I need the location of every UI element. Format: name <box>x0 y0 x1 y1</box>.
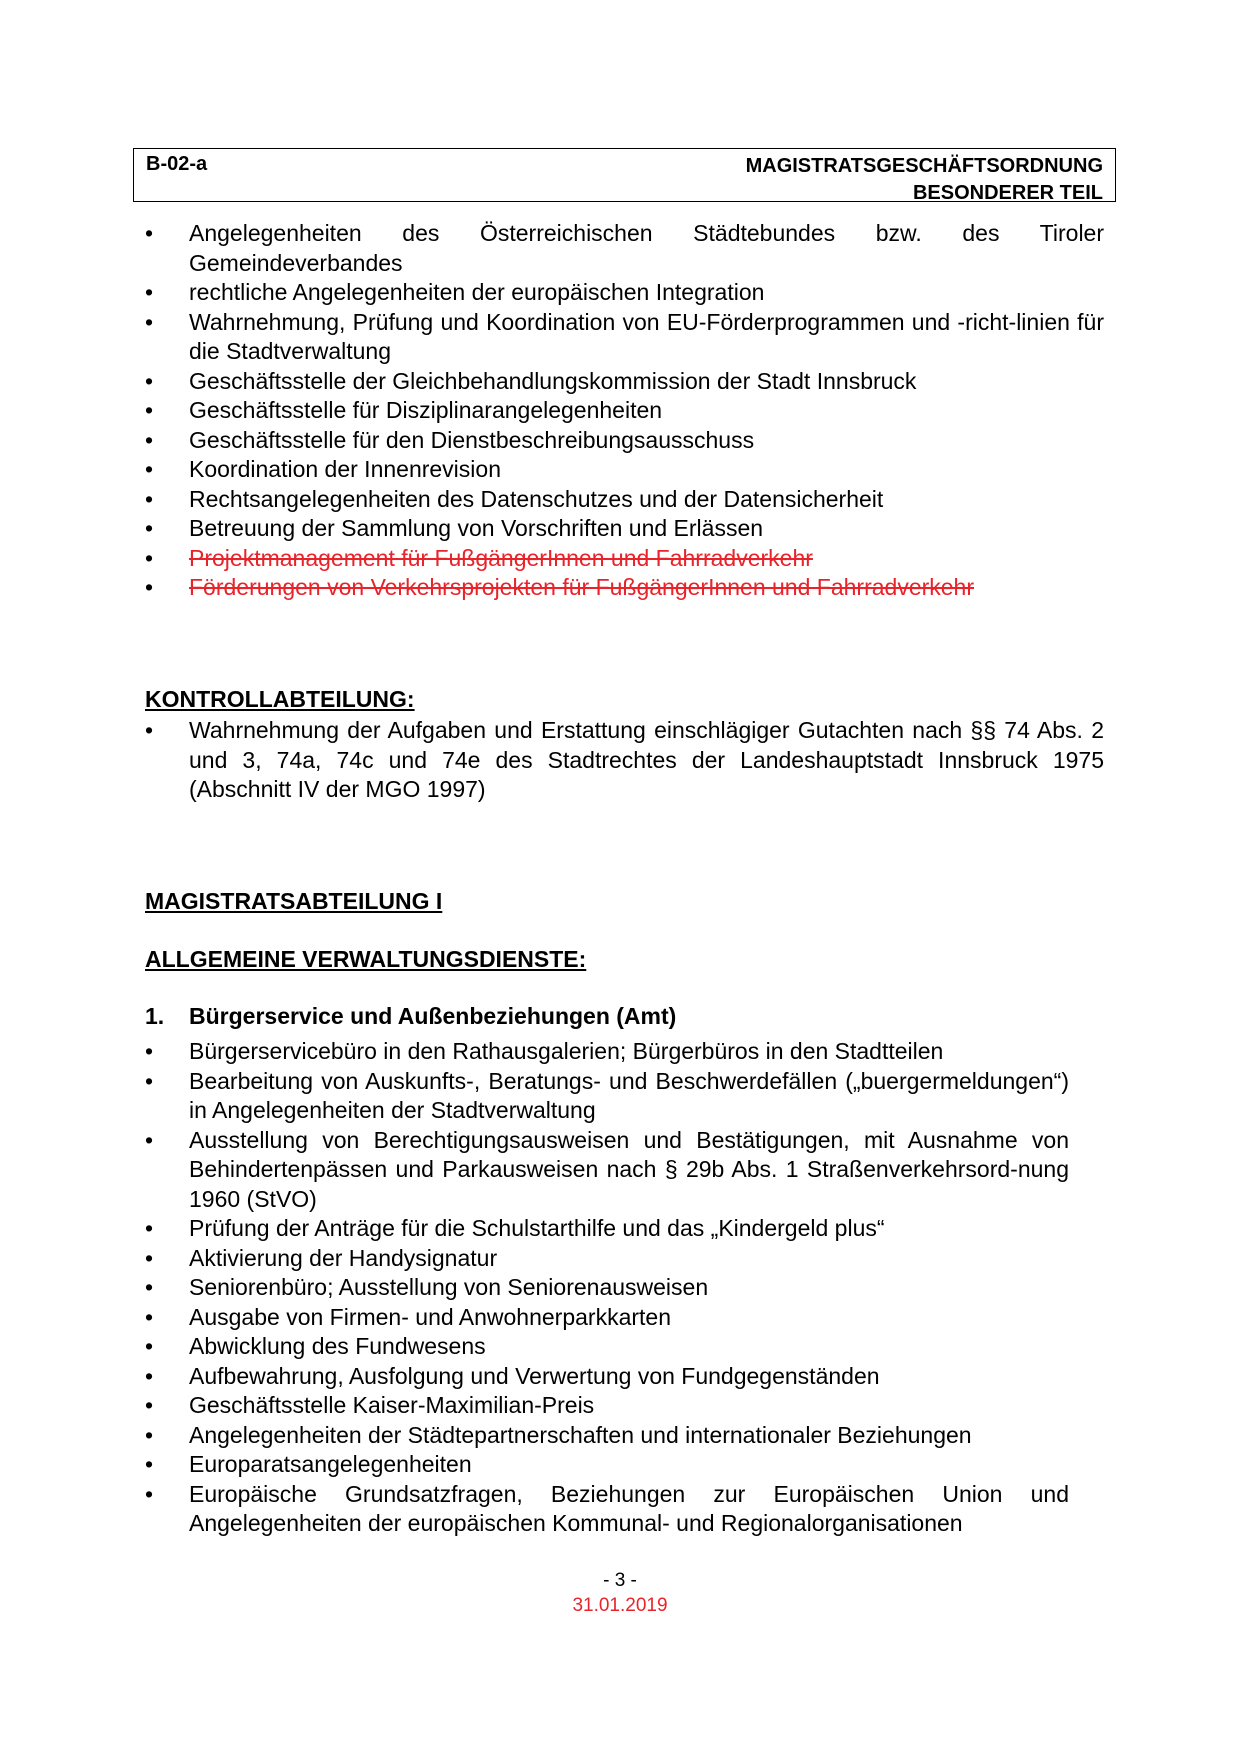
list-item: • Ausstellung von Berechtigungsausweisen und Bestätigungen, mit Ausnahme von Behindertenpässen und Parkausweisen nach § 29b Abs. 1 Straßenverkehrsord-nung 1960 (StVO) <box>145 1126 1069 1215</box>
magistratsabteilung-heading: MAGISTRATSABTEILUNG I <box>145 888 443 914</box>
list-item: • Aktivierung der Handysignatur <box>145 1244 1069 1274</box>
list-item: • rechtliche Angelegenheiten der europäischen Integration <box>145 278 1104 308</box>
document-code: B-02-a <box>146 153 208 175</box>
list-item: • Geschäftsstelle Kaiser-Maximilian-Preis <box>145 1391 1069 1421</box>
list-item: • Abwicklung des Fundwesens <box>145 1332 1069 1362</box>
document-title <box>746 153 1103 207</box>
list-item: • Betreuung der Sammlung von Vorschriften und Erlässen <box>145 514 1104 544</box>
kontrollabteilung-heading: KONTROLLABTEILUNG: <box>145 686 415 712</box>
list-item: • Ausgabe von Firmen- und Anwohnerparkkarten <box>145 1303 1069 1333</box>
list-item: • Europaratsangelegenheiten <box>145 1450 1069 1480</box>
document-date: 31.01.2019 <box>572 1595 668 1616</box>
section-1-number: 1. <box>145 1003 165 1029</box>
list-item: • Geschäftsstelle für Disziplinarangelegenheiten <box>145 396 1104 426</box>
list-item: • Angelegenheiten der Städtepartnerschaften und internationaler Beziehungen <box>145 1421 1069 1451</box>
list-item: • Bürgerservicebüro in den Rathausgalerien; Bürgerbüros in den Stadtteilen <box>145 1037 1069 1067</box>
document-header <box>133 148 1116 202</box>
list-item: • Aufbewahrung, Ausfolgung und Verwertung von Fundgegenständen <box>145 1362 1069 1392</box>
allgemeine-verwaltungsdienste-heading: ALLGEMEINE VERWALTUNGSDIENSTE: <box>145 946 587 972</box>
list-item: • Rechtsangelegenheiten des Datenschutzes und der Datensicherheit <box>145 485 1104 515</box>
list-item: • Geschäftsstelle für den Dienstbeschreibungsausschuss <box>145 426 1104 456</box>
document-title-line2: BESONDERER TEIL <box>912 182 1103 204</box>
list-item: • Europäische Grundsatzfragen, Beziehungen zur Europäischen Union und Angelegenheiten der europäischen Kommunal- und Regionalorganisationen <box>145 1480 1069 1539</box>
list-item: • Prüfung der Anträge für die Schulstarthilfe und das „Kindergeld plus“ <box>145 1214 1069 1244</box>
list-item: • Angelegenheiten des Österreichischen Städtebundes bzw. des Tiroler Gemeindeverbandes <box>145 219 1104 278</box>
buergerservice-list <box>145 1037 1069 1539</box>
list-item: • Wahrnehmung der Aufgaben und Erstattung einschlägiger Gutachten nach §§ 74 Abs. 2 und 3, 74a, 74c und 74e des Stadtrechtes der Landeshauptstadt Innsbruck 1975 (Abschnitt IV der MGO 1997) <box>145 716 1104 805</box>
list-item: • Seniorenbüro; Ausstellung von Seniorenausweisen <box>145 1273 1069 1303</box>
document-title-line1: MAGISTRATSGESCHÄFTSORDNUNG <box>745 155 1103 177</box>
top-bullet-list <box>145 219 1104 603</box>
page-number: - 3 - <box>603 1570 637 1591</box>
section-1-title: Bürgerservice und Außenbeziehungen (Amt) <box>189 1003 677 1029</box>
list-item: • Koordination der Innenrevision <box>145 455 1104 485</box>
list-item: • Wahrnehmung, Prüfung und Koordination von EU-Förderprogrammen und -richt-linien für die Stadtverwaltung <box>145 308 1104 367</box>
section-1-heading <box>145 1003 676 1030</box>
list-item: • Geschäftsstelle der Gleichbehandlungskommission der Stadt Innsbruck <box>145 367 1104 397</box>
list-item: • Bearbeitung von Auskunfts-, Beratungs- und Beschwerdefällen („buergermeldungen“) in Angelegenheiten der Stadtverwaltung <box>145 1067 1069 1126</box>
list-item-deleted: • Projektmanagement für FußgängerInnen und Fahrradverkehr <box>145 544 1104 574</box>
list-item-deleted: • Förderungen von Verkehrsprojekten für FußgängerInnen und Fahrradverkehr <box>145 573 1104 603</box>
kontrollabteilung-list <box>145 716 1104 805</box>
